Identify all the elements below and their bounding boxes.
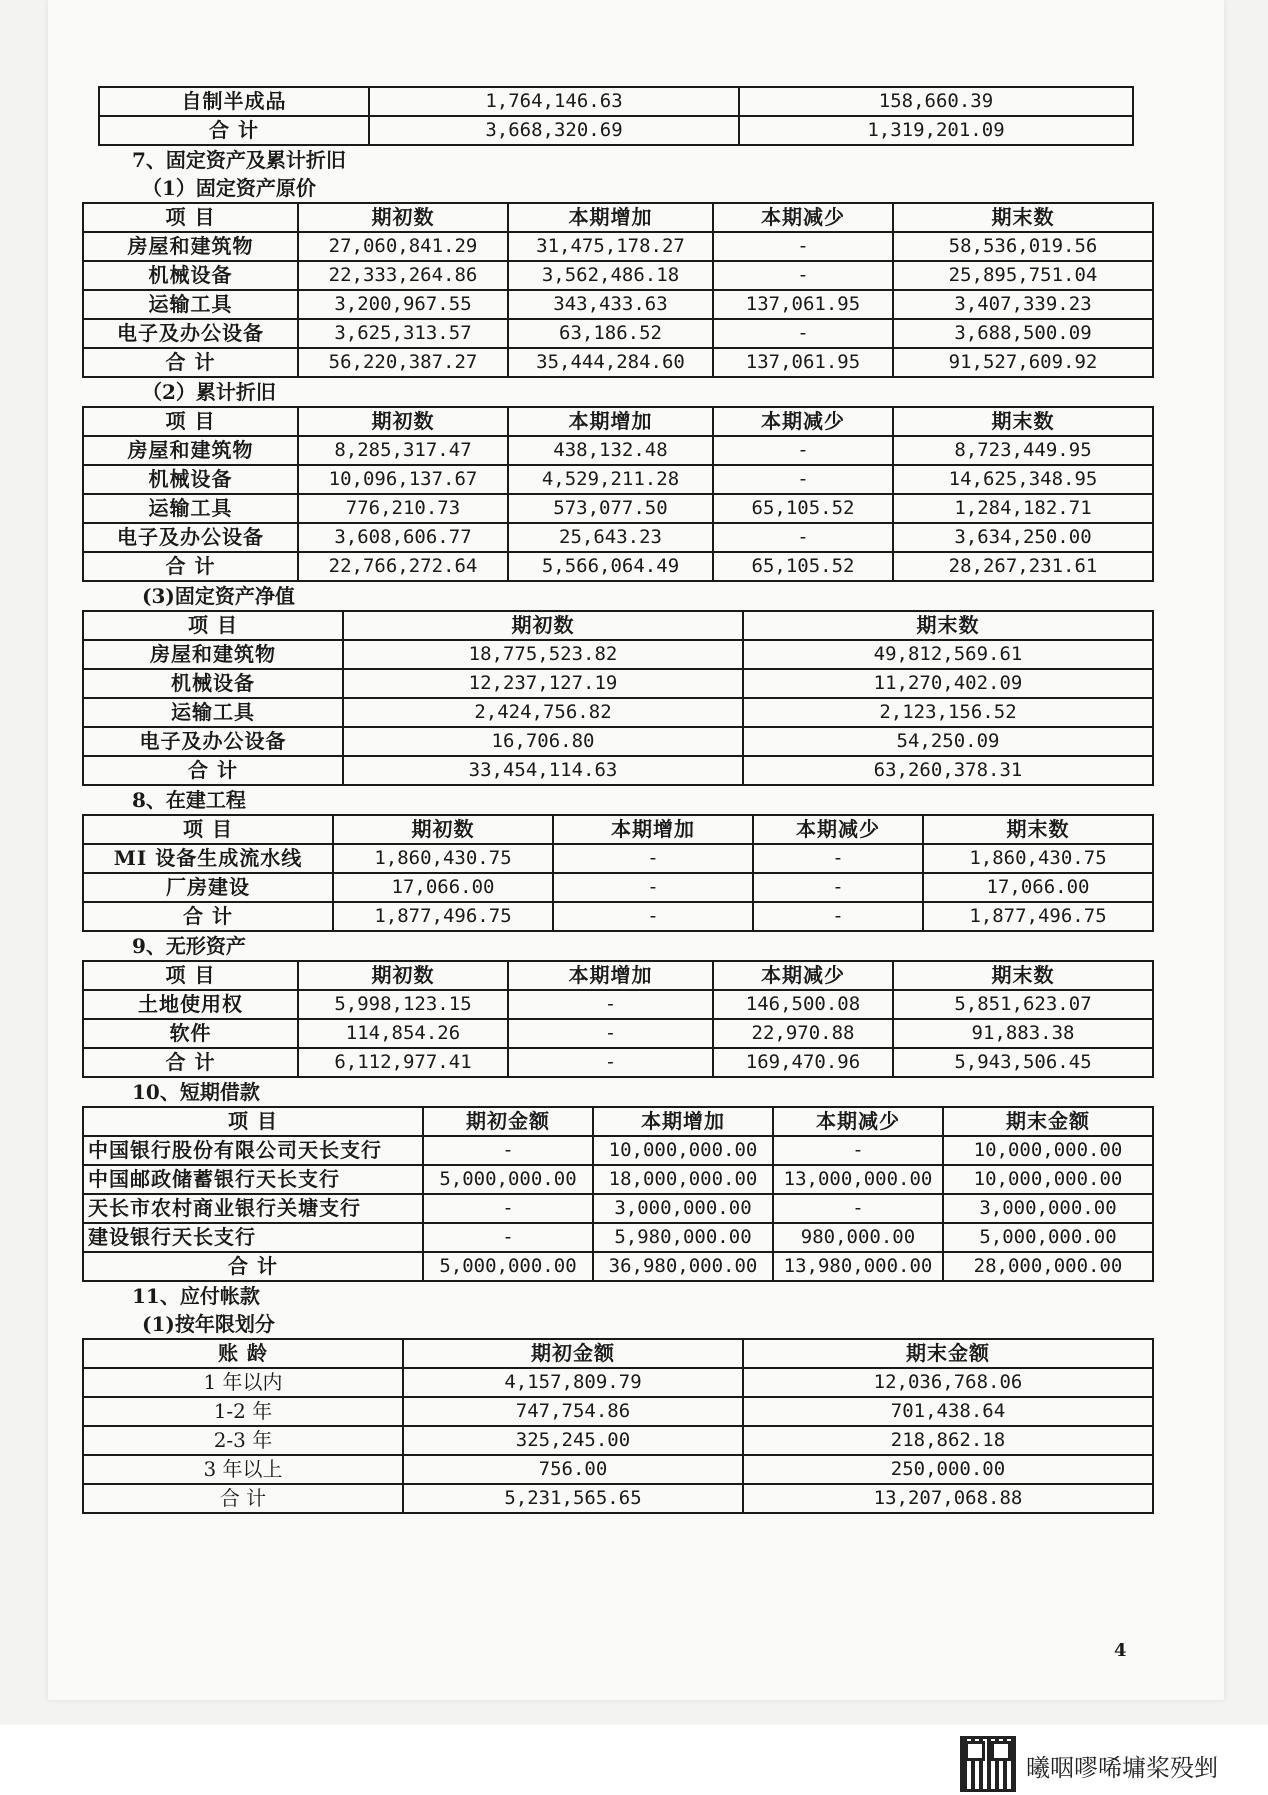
table-row [83,290,1153,319]
column-header: 期末金额 [943,1107,1153,1136]
table-cell: 电子及办公设备 [83,319,298,348]
table-cell: 合 计 [83,756,343,785]
table-cell: 4,157,809.79 [403,1368,743,1397]
table-cell: - [423,1223,593,1252]
column-header: 本期减少 [713,961,893,990]
table-header-row [83,611,1153,640]
table-cell: - [773,1194,943,1223]
table-cell: 18,000,000.00 [593,1165,773,1194]
table-cell: 合 计 [83,1048,298,1077]
table-cell: 5,231,565.65 [403,1484,743,1513]
table-cell: 5,000,000.00 [423,1165,593,1194]
table-cell: - [553,902,753,931]
table-cell: 8,285,317.47 [298,436,508,465]
table-cell: 13,000,000.00 [773,1165,943,1194]
column-header: 期初数 [298,203,508,232]
table-cell: 1,877,496.75 [333,902,553,931]
table-cell: 6,112,977.41 [298,1048,508,1077]
table-cell: 33,454,114.63 [343,756,743,785]
table-cell: 合 计 [83,348,298,377]
table-cell: 14,625,348.95 [893,465,1153,494]
table-cell: 146,500.08 [713,990,893,1019]
table-cell: 1,877,496.75 [923,902,1153,931]
table-cell: - [508,1019,713,1048]
table-cell: 65,105.52 [713,552,893,581]
page-content [82,86,1152,1514]
column-header: 账 龄 [83,1339,403,1368]
section-title: 8、在建工程 [132,788,246,812]
table-cell: 438,132.48 [508,436,713,465]
table-cell: - [713,319,893,348]
table-row [83,1484,1153,1513]
table-cell: - [553,844,753,873]
table-cell: 17,066.00 [333,873,553,902]
subsection-title: (1)按年限划分 [142,1312,275,1336]
table-header-row [83,203,1153,232]
watermark-text: 曦咽嘐唏墉桨殁剉 [1026,1754,1218,1782]
table-row [83,1397,1153,1426]
table-cell: 10,000,000.00 [593,1136,773,1165]
table-cell: 1,860,430.75 [333,844,553,873]
table-cell: - [753,844,923,873]
column-header: 本期增加 [553,815,753,844]
table-cell: 10,000,000.00 [943,1165,1153,1194]
table-cell: 218,862.18 [743,1426,1153,1455]
table-cell: 28,267,231.61 [893,552,1153,581]
table-cell: 22,766,272.64 [298,552,508,581]
table-cell: 中国邮政储蓄银行天长支行 [83,1165,423,1194]
table-row [83,552,1153,581]
table-cell: - [508,990,713,1019]
table-cell: 房屋和建筑物 [83,436,298,465]
inventory-table [98,86,1134,146]
table-cell: 18,775,523.82 [343,640,743,669]
table-row [83,727,1153,756]
subsection-title: (3)固定资产净值 [142,584,295,608]
table-cell: 980,000.00 [773,1223,943,1252]
table-cell: 756.00 [403,1455,743,1484]
table-cell: 5,000,000.00 [423,1252,593,1281]
table-row [83,1136,1153,1165]
table-cell: 1,860,430.75 [923,844,1153,873]
table-cell: 5,000,000.00 [943,1223,1153,1252]
column-header: 期末数 [743,611,1153,640]
table-cell: 建设银行天长支行 [83,1223,423,1252]
table-cell: 158,660.39 [739,87,1133,116]
table-row [99,116,1133,145]
table-cell: 房屋和建筑物 [83,640,343,669]
table-cell: 10,096,137.67 [298,465,508,494]
table-cell: 天长市农村商业银行关塘支行 [83,1194,423,1223]
column-header: 期初数 [343,611,743,640]
accounts-payable-table [82,1338,1154,1514]
table-cell: 3,608,606.77 [298,523,508,552]
table-cell: 机械设备 [83,261,298,290]
table-row [83,232,1153,261]
table-cell: 27,060,841.29 [298,232,508,261]
table-cell: 3,668,320.69 [369,116,739,145]
table-cell: 12,036,768.06 [743,1368,1153,1397]
table-cell: 3,634,250.00 [893,523,1153,552]
table-row [83,465,1153,494]
table-cell: 250,000.00 [743,1455,1153,1484]
subsection-title: （1）固定资产原价 [142,176,316,200]
table-cell: 701,438.64 [743,1397,1153,1426]
table-cell: 35,444,284.60 [508,348,713,377]
table-row [83,844,1153,873]
table-row [83,1426,1153,1455]
table-cell: 63,260,378.31 [743,756,1153,785]
table-cell: 合 计 [83,902,333,931]
table-cell: 5,980,000.00 [593,1223,773,1252]
subsection-title: （2）累计折旧 [142,380,276,404]
intangible-assets-table [82,960,1154,1078]
table-cell: 25,643.23 [508,523,713,552]
table-cell: 2,123,156.52 [743,698,1153,727]
table-cell: 5,851,623.07 [893,990,1153,1019]
table-row [83,1368,1153,1397]
table-row [83,640,1153,669]
section-title: 10、短期借款 [132,1080,260,1104]
table-cell: 137,061.95 [713,290,893,319]
table-row [83,669,1153,698]
table-cell: 合 计 [83,1484,403,1513]
table-cell: - [713,465,893,494]
table-row [83,261,1153,290]
table-header-row [83,815,1153,844]
table-cell: 3,407,339.23 [893,290,1153,319]
table-cell: MI 设备生成流水线 [83,844,333,873]
column-header: 期初金额 [423,1107,593,1136]
column-header: 本期减少 [713,407,893,436]
table-cell: 土地使用权 [83,990,298,1019]
table-cell: 1-2 年 [83,1397,403,1426]
table-cell: - [423,1136,593,1165]
table-row [83,319,1153,348]
table-cell: - [423,1194,593,1223]
table-cell: 运输工具 [83,698,343,727]
table-cell: 5,998,123.15 [298,990,508,1019]
table-header-row [83,407,1153,436]
table-cell: 1,319,201.09 [739,116,1133,145]
table-header-row [83,961,1153,990]
column-header: 项 目 [83,203,298,232]
table-cell: 11,270,402.09 [743,669,1153,698]
table-cell: 49,812,569.61 [743,640,1153,669]
table-row [83,1252,1153,1281]
table-cell: 厂房建设 [83,873,333,902]
table-row [83,756,1153,785]
table-cell: 自制半成品 [99,87,369,116]
table-cell: 运输工具 [83,290,298,319]
table-cell: - [713,232,893,261]
construction-table [82,814,1154,932]
column-header: 期初数 [298,961,508,990]
table-row [83,1048,1153,1077]
column-header: 项 目 [83,815,333,844]
table-cell: 56,220,387.27 [298,348,508,377]
table-cell: 325,245.00 [403,1426,743,1455]
net-value-table [82,610,1154,786]
table-row [83,1223,1153,1252]
table-cell: 22,333,264.86 [298,261,508,290]
section-title: 11、应付帐款 [132,1284,260,1308]
table-cell: 776,210.73 [298,494,508,523]
table-cell: 1,284,182.71 [893,494,1153,523]
table-cell: 31,475,178.27 [508,232,713,261]
table-cell: 1,764,146.63 [369,87,739,116]
table-cell: 13,207,068.88 [743,1484,1153,1513]
table-cell: 36,980,000.00 [593,1252,773,1281]
section-title: 7、固定资产及累计折旧 [132,148,346,172]
table-cell: 8,723,449.95 [893,436,1153,465]
column-header: 本期增加 [593,1107,773,1136]
depreciation-table [82,406,1154,582]
table-row [83,902,1153,931]
fixed-assets-original-table [82,202,1154,378]
table-cell: 软件 [83,1019,298,1048]
table-cell: 114,854.26 [298,1019,508,1048]
table-cell: 房屋和建筑物 [83,232,298,261]
column-header: 本期减少 [773,1107,943,1136]
table-cell: 13,980,000.00 [773,1252,943,1281]
table-cell: 机械设备 [83,465,298,494]
table-row [83,523,1153,552]
column-header: 本期增加 [508,203,713,232]
table-cell: 58,536,019.56 [893,232,1153,261]
table-cell: 运输工具 [83,494,298,523]
section-title: 9、无形资产 [132,934,246,958]
table-header-row [83,1339,1153,1368]
table-cell: 电子及办公设备 [83,523,298,552]
table-cell: 54,250.09 [743,727,1153,756]
table-row [83,1194,1153,1223]
table-cell: 91,883.38 [893,1019,1153,1048]
table-cell: 3 年以上 [83,1455,403,1484]
column-header: 本期增加 [508,961,713,990]
column-header: 本期减少 [713,203,893,232]
table-cell: 137,061.95 [713,348,893,377]
table-cell: - [753,873,923,902]
table-row [99,87,1133,116]
table-cell: 合 计 [83,1252,423,1281]
table-cell: 3,625,313.57 [298,319,508,348]
table-cell: 3,562,486.18 [508,261,713,290]
short-term-loans-table [82,1106,1154,1282]
table-cell: 3,000,000.00 [593,1194,773,1223]
table-cell: - [713,261,893,290]
table-row [83,1165,1153,1194]
table-cell: - [713,436,893,465]
column-header: 项 目 [83,1107,423,1136]
table-cell: 10,000,000.00 [943,1136,1153,1165]
table-cell: 747,754.86 [403,1397,743,1426]
table-header-row [83,1107,1153,1136]
table-cell: 63,186.52 [508,319,713,348]
column-header: 项 目 [83,611,343,640]
table-cell: - [553,873,753,902]
column-header: 项 目 [83,961,298,990]
table-cell: - [773,1136,943,1165]
table-row [83,1455,1153,1484]
table-row [83,1019,1153,1048]
table-cell: 3,688,500.09 [893,319,1153,348]
table-cell: 91,527,609.92 [893,348,1153,377]
qr-code-icon[interactable] [960,1736,1016,1792]
table-cell: - [713,523,893,552]
column-header: 本期减少 [753,815,923,844]
page-number: 4 [1114,1640,1127,1661]
table-cell: 4,529,211.28 [508,465,713,494]
table-cell: 12,237,127.19 [343,669,743,698]
table-cell: 169,470.96 [713,1048,893,1077]
table-cell: 3,200,967.55 [298,290,508,319]
table-cell: 25,895,751.04 [893,261,1153,290]
table-cell: 2-3 年 [83,1426,403,1455]
column-header: 期初数 [333,815,553,844]
table-cell: 65,105.52 [713,494,893,523]
table-row [83,873,1153,902]
table-cell: 5,566,064.49 [508,552,713,581]
table-cell: 电子及办公设备 [83,727,343,756]
table-row [83,990,1153,1019]
table-cell: 2,424,756.82 [343,698,743,727]
column-header: 项 目 [83,407,298,436]
table-cell: 343,433.63 [508,290,713,319]
table-cell: 22,970.88 [713,1019,893,1048]
column-header: 期初数 [298,407,508,436]
table-row [83,348,1153,377]
column-header: 期末数 [893,203,1153,232]
table-cell: 合 计 [83,552,298,581]
table-cell: 合 计 [99,116,369,145]
table-cell: 机械设备 [83,669,343,698]
table-row [83,494,1153,523]
table-cell: 1 年以内 [83,1368,403,1397]
document-page [48,0,1224,1700]
column-header: 期末数 [923,815,1153,844]
table-cell: 3,000,000.00 [943,1194,1153,1223]
table-cell: 573,077.50 [508,494,713,523]
table-cell: 28,000,000.00 [943,1252,1153,1281]
table-row [83,436,1153,465]
table-row [83,698,1153,727]
column-header: 期末数 [893,961,1153,990]
table-cell: - [508,1048,713,1077]
table-cell: - [753,902,923,931]
table-cell: 17,066.00 [923,873,1153,902]
column-header: 期末数 [893,407,1153,436]
column-header: 期初金额 [403,1339,743,1368]
column-header: 期末金额 [743,1339,1153,1368]
table-cell: 5,943,506.45 [893,1048,1153,1077]
column-header: 本期增加 [508,407,713,436]
table-cell: 中国银行股份有限公司天长支行 [83,1136,423,1165]
table-cell: 16,706.80 [343,727,743,756]
